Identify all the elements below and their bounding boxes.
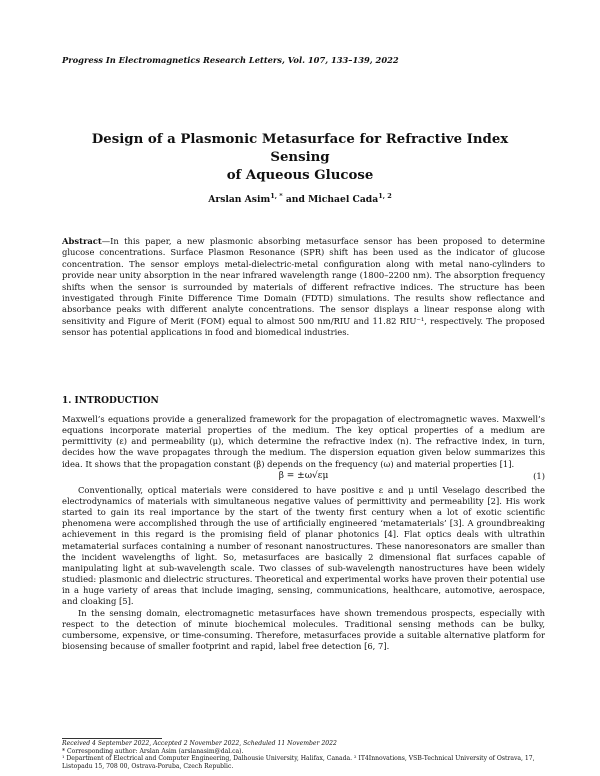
author-1: Arslan Asim [208, 194, 271, 206]
abstract [62, 236, 545, 339]
footnote-rule [62, 738, 162, 739]
equation-number: (1) [533, 470, 545, 481]
author-separator: and [282, 194, 309, 206]
author-2: Michael Cada [308, 194, 379, 206]
abstract-label: Abstract [62, 236, 102, 246]
author-2-affiliation: 1, 2 [378, 192, 392, 200]
section-heading: 1. INTRODUCTION [62, 396, 159, 406]
title-line-2: of Aqueous Glucose [226, 168, 374, 183]
paragraph-1: Maxwell’s equations provide a generalized framework for the propagation of electromagnetic waves. Maxwell’s equations incorporate material properties of the medium. The key optical properties of a medium are permittivity (ε) and permeability (μ), which determine the refractive index (n). The refractive index, in turn, decides how the wave propagates through the medium. The dispersion equation given below summarizes this idea. It shows that the propagation constant (β) depends on the frequency (ω) and material properties [1]. [62, 414, 545, 469]
footnote-received: Received 4 September 2022, Accepted 2 November 2022, Scheduled 11 November 2022 [62, 740, 337, 747]
title-line-1: Design of a Plasmonic Metasurface for Refractive Index Sensing [91, 132, 509, 165]
journal-header: Progress In Electromagnetics Research Letters, Vol. 107, 133–139, 2022 [62, 55, 399, 65]
footnote-corresponding: * Corresponding author: Arslan Asim (arslanasim@dal.ca). [62, 747, 244, 755]
paper-title [62, 131, 538, 185]
footnotes [62, 740, 545, 770]
author-list [62, 190, 538, 206]
equation-1 [62, 471, 545, 485]
footnote-affiliations: ¹ Department of Electrical and Computer Engineering, Dalhousie University, Halifax, Canada. ² IT4Innovations, VSB-Technical University of Ostrava, 17, Listopadu 15, 708 00, Ostrava-Poruba, Czech Republic. [62, 755, 535, 770]
abstract-text: —In this paper, a new plasmonic absorbing metasurface sensor has been proposed to determine glucose concentrations. Surface Plasmon Resonance (SPR) shift has been used as the indicator of glucose concentration. The sensor employs metal-dielectric-metal configuration along with metal nano-cylinders to provide near unity absorption in the near infrared wavelength range (1800–2200 nm). The absorption frequency shifts when the sensor is surrounded by materials of different refractive indices. The structure has been investigated through Finite Difference Time Domain (FDTD) simulations. The results show reflectance and absorbance peaks with different analyte concentrations. The sensor displays a linear response along with sensitivity and Figure of Merit (FOM) equal to almost 500 nm/RIU and 11.82 RIU⁻¹, respectively. The proposed sensor has potential applications in food and biomedical industries. [62, 236, 545, 338]
paragraph-2: Conventionally, optical materials were considered to have positive ε and μ until Veselago described the electrodynamics of materials with simultaneous negative values of permittivity and permeability [2]. His work started to gain its real importance by the start of the twenty first century when a lot of exotic scientific phenomena were accomplished through the use of artificially engineered ‘metamaterials’ [3]. A groundbreaking achievement in this regard is the promising field of planar photonics [4]. Flat optics deals with ultrathin metamaterial surfaces containing a number of resonant nanostructures. These nanoresonators are smaller than the incident wavelengths of light. So, metasurfaces are basically 2 dimensional flat surfaces capable of manipulating light at sub-wavelength scale. Two classes of sub-wavelength nanostructures have been widely studied: plasmonic and dielectric structures. Theoretical and experimental works have proven their potential use in a huge variety of areas that include imaging, sensing, communications, healthcare, automotive, aerospace, and cloaking [5]. [62, 484, 545, 607]
author-1-affiliation: 1, * [270, 192, 283, 200]
section-body [62, 414, 545, 652]
equation-formula: β = ±ω√εμ [278, 470, 329, 481]
paragraph-3: In the sensing domain, electromagnetic metasurfaces have shown tremendous prospects, especially with respect to the detection of minute biochemical molecules. Traditional sensing methods can be bulky, cumbersome, expensive, or time-consuming. Therefore, metasurfaces provide a suitable alternative platform for biosensing because of smaller footprint and rapid, label free detection [6, 7]. [62, 607, 545, 651]
